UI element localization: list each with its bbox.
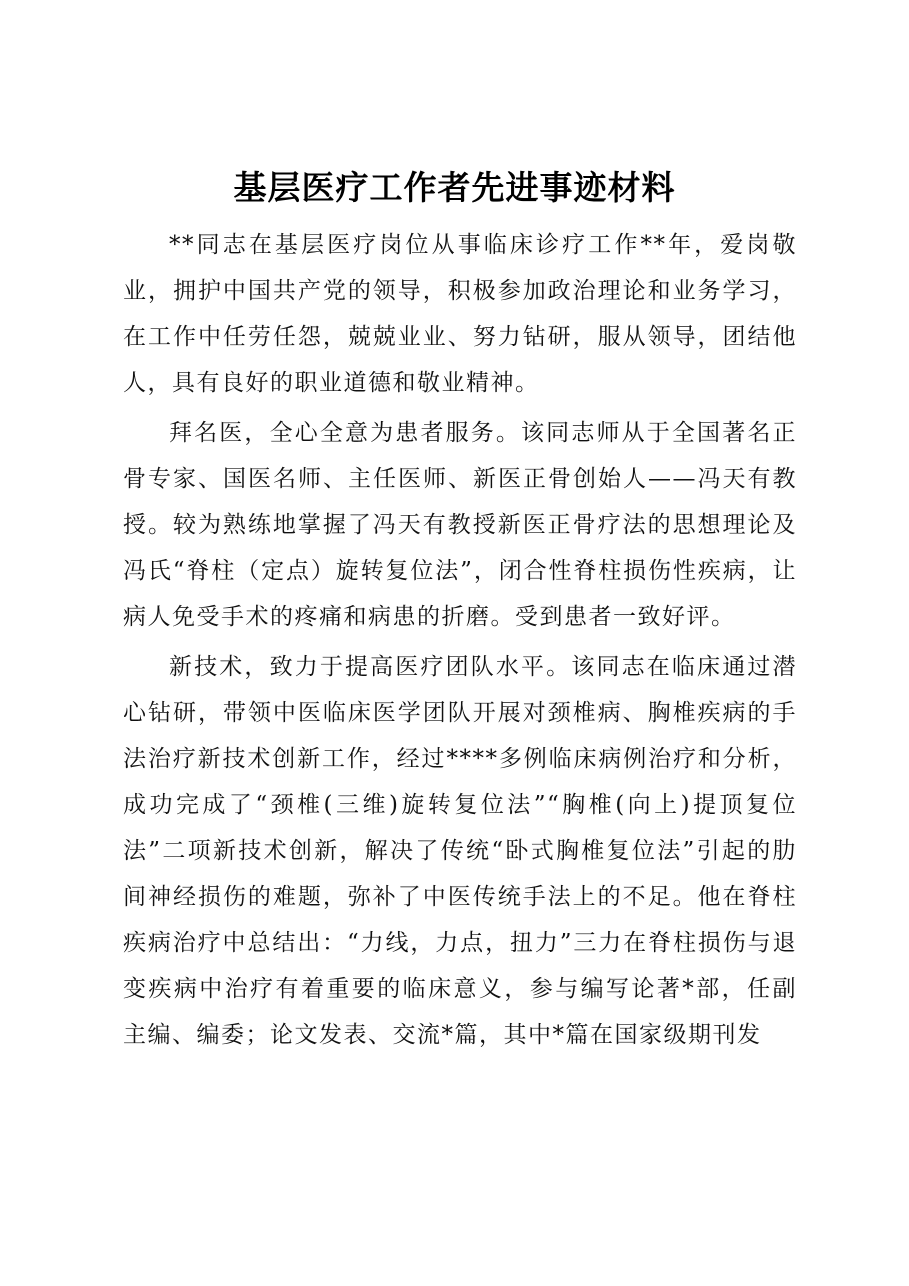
paragraph-mentor: 拜名医，全心全意为患者服务。该同志师从于全国著名正骨专家、国医名师、主任医师、新医正骨创始人——冯天有教授。较为熟练地掌握了冯天有教授新医正骨疗法的思想理论及冯氏“脊柱（定点）旋转复位法”，闭合性脊柱损伤性疾病，让病人免受手术的疼痛和病患的折磨。受到患者一致好评。 (123, 420, 797, 630)
paragraph-new-technology: 新技术，致力于提高医疗团队水平。该同志在临床通过潜心钻研，带领中医临床医学团队开展对颈椎病、胸椎疾病的手法治疗新技术创新工作，经过****多例临床病例治疗和分析，成功完成了“颈椎(三维)旋转复位法”“胸椎(向上)提顶复位法”二项新技术创新，解决了传统“卧式胸椎复位法”引起的肋间神经损伤的难题，弥补了中医传统手法上的不足。他在脊柱疾病治疗中总结出：“力线，力点，扭力”三力在脊柱损伤与退变疾病中治疗有着重要的临床意义，参与编写论著*部，任副主编、编委；论文发表、交流*篇，其中*篇在国家级期刊发 (123, 654, 797, 1048)
document-body (123, 222, 797, 1058)
document-title: 基层医疗工作者先进事迹材料 (233, 168, 676, 207)
paragraph-intro: **同志在基层医疗岗位从事临床诊疗工作**年，爱岗敬业，拥护中国共产党的领导，积极参加政治理论和业务学习，在工作中任劳任怨，兢兢业业、努力钻研，服从领导，团结他人，具有良好的职业道德和敬业精神。 (123, 232, 797, 396)
